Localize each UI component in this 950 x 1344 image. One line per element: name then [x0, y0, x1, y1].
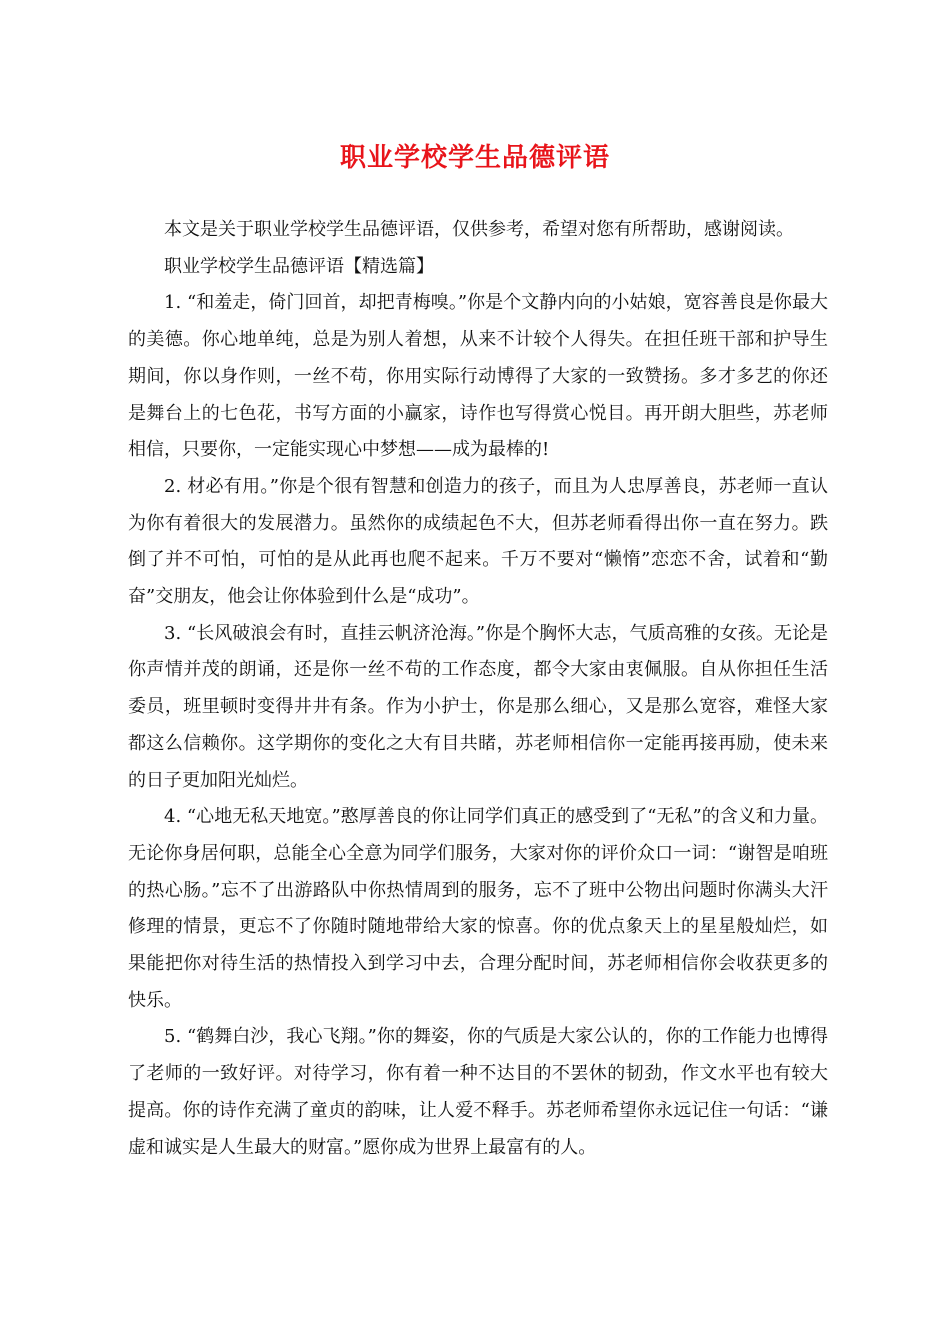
- intro-paragraph: 本文是关于职业学校学生品德评语，仅供参考，希望对您有所帮助，感谢阅读。: [164, 219, 794, 240]
- document-title: 职业学校学生品德评语: [339, 143, 610, 173]
- comment-paragraph-4: 4. “心地无私天地宽。”憨厚善良的你让同学们真正的感受到了“无私”的含义和力量。无论你身居何职，总能全心全意为同学们服务，大家对你的评价众口一词：“谢智是咱班的热心肠。”忘不了出游路队中你热情周到的服务，忘不了班中公物出问题时你满头大汗修理的情景，更忘不了你随时随地带给大家的惊喜。你的优点象天上的星星般灿烂，如果能把你对待生活的热情投入到学习中去，合理分配时间，苏老师相信你会收获更多的快乐。: [128, 806, 828, 1011]
- comment-paragraph-5: 5. “鹤舞白沙，我心飞翔。”你的舞姿，你的气质是大家公认的，你的工作能力也博得了老师的一致好评。对待学习，你有着一种不达目的不罢休的韧劲，作文水平也有较大提高。你的诗作充满了童贞的韵味，让人爱不释手。苏老师希望你永远记住一句话：“谦虚和诚实是人生最大的财富。”愿你成为世界上最富有的人。: [128, 1026, 828, 1158]
- document-body: [128, 212, 828, 1166]
- comment-paragraph-1: 1. “和羞走，倚门回首，却把青梅嗅。”你是个文静内向的小姑娘，宽容善良是你最大的美德。你心地单纯，总是为别人着想，从来不计较个人得失。在担任班干部和护导生期间，你以身作则，一丝不苟，你用实际行动博得了大家的一致赞扬。多才多艺的你还是舞台上的七色花，书写方面的小赢家，诗作也写得赏心悦目。再开朗大胆些，苏老师相信，只要你，一定能实现心中梦想——成为最棒的!: [128, 292, 828, 461]
- section-subtitle: 职业学校学生品德评语【精选篇】: [164, 255, 434, 277]
- comment-paragraph-2: 2. 材必有用。”你是个很有智慧和创造力的孩子，而且为人忠厚善良，苏老师一直认为你有着很大的发展潜力。虽然你的成绩起色不大，但苏老师看得出你一直在努力。跌倒了并不可怕，可怕的是从此再也爬不起来。千万不要对“懒惰”恋恋不舍，试着和“勤奋”交朋友，他会让你体验到什么是“成功”。: [128, 475, 828, 608]
- comment-paragraph-3: 3. “长风破浪会有时，直挂云帆济沧海。”你是个胸怀大志，气质高雅的女孩。无论是你声情并茂的朗诵，还是你一丝不苟的工作态度，都令大家由衷佩服。自从你担任生活委员，班里顿时变得井井有条。作为小护士，你是那么细心，又是那么宽容，难怪大家都这么信赖你。这学期你的变化之大有目共睹，苏老师相信你一定能再接再励，使未来的日子更加阳光灿烂。: [128, 622, 828, 791]
